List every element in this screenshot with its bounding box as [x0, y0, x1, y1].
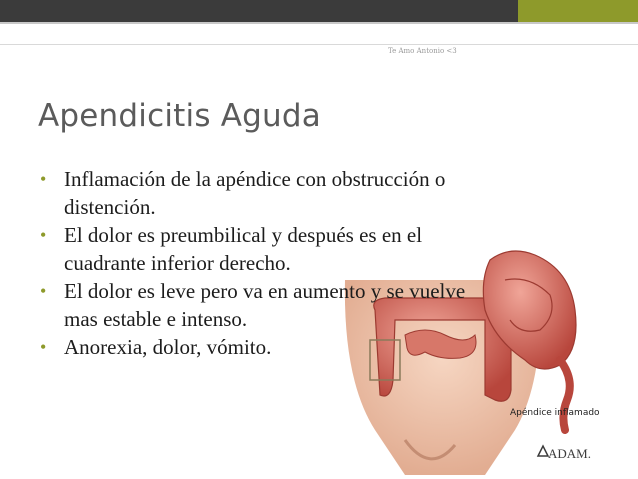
header-tag-text: Te Amo Antonio <3	[388, 47, 457, 55]
bullet-text: distención.	[64, 195, 156, 219]
bullet-list	[40, 165, 600, 361]
header-divider	[0, 22, 638, 24]
bullet-text: Anorexia, dolor, vómito.	[64, 335, 272, 359]
header-divider-thin	[0, 44, 638, 45]
bullet-item	[40, 221, 600, 277]
appendix-tail	[560, 360, 570, 430]
header-accent-block	[518, 0, 638, 22]
bullet-icon: •	[40, 337, 47, 357]
bullet-icon: •	[40, 169, 47, 189]
figure-caption: Apéndice inflamado	[510, 408, 600, 418]
bullet-text: El dolor es leve pero va en aumento y se vuelve	[64, 279, 466, 303]
bullet-text: El dolor es preumbilical y después es en el	[64, 223, 423, 247]
brand-logo-text: ADAM.	[548, 446, 591, 461]
bullet-item	[40, 165, 600, 221]
bullet-icon: •	[40, 225, 47, 245]
bullet-item	[40, 277, 600, 333]
slide-title: Apendicitis Aguda	[38, 98, 321, 134]
bullet-icon: •	[40, 281, 47, 301]
bullet-item	[40, 333, 600, 361]
bullet-text: cuadrante inferior derecho.	[64, 251, 291, 275]
bullet-text: mas estable e intenso.	[64, 307, 248, 331]
bullet-text: Inflamación de la apéndice con obstrucción o	[64, 167, 446, 191]
